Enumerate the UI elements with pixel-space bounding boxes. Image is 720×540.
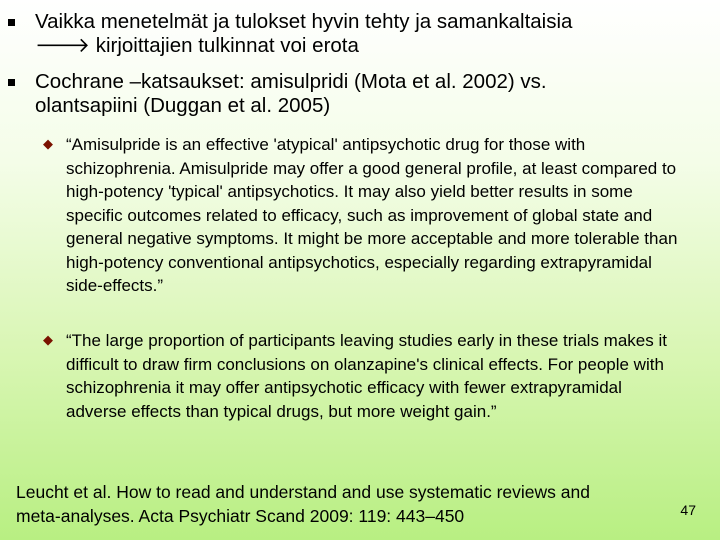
bullet-item bbox=[35, 10, 685, 58]
quote-item-amisulpride bbox=[43, 133, 686, 298]
bullet-text-line-1: Vaikka menetelmät ja tulokset hyvin tehty ja samankaltaisia bbox=[35, 10, 573, 33]
square-bullet-icon bbox=[8, 19, 15, 26]
quote-text: “Amisulpride is an effective 'atypical' antipsychotic drug for those with schizophrenia. Amisulpride may offer a good general profile, at least compared to high-potency 'typical' antipsychotics. It may also yield better results in some specific outcomes related to efficacy, such as improvement of global state and general negative symptoms. It might be more acceptable and more tolerable than high-potency conventional antipsychotics, especially regarding extrapyramidal side-effects.” bbox=[66, 135, 678, 295]
bullet-text-line-2: olantsapiini (Duggan et al. 2005) bbox=[35, 94, 331, 117]
quote-item-olanzapine bbox=[43, 329, 686, 423]
bullet-text-line-1: Cochrane –katsaukset: amisulpridi (Mota et al. 2002) vs. bbox=[35, 70, 547, 93]
quote-text: “The large proportion of participants leaving studies early in these trials makes it difficult to draw firm conclusions on olanzapine's clinical effects. For people with schizophrenia it may offer antipsychotic efficacy with fewer extrapyramidal adverse effects than typical drugs, but more weight gain.” bbox=[66, 331, 667, 421]
diamond-bullet-icon: ◆ bbox=[43, 136, 53, 151]
right-arrow-icon: 🡒 bbox=[35, 34, 90, 57]
square-bullet-icon bbox=[8, 79, 15, 86]
bullet-text-continued: kirjoittajien tulkinnat voi erota bbox=[95, 34, 359, 57]
page-number: 47 bbox=[680, 502, 696, 518]
diamond-bullet-icon: ◆ bbox=[43, 332, 53, 347]
bullet-text-line-2 bbox=[35, 34, 685, 58]
reference-line-1: Leucht et al. How to read and understand and use systematic reviews and bbox=[16, 482, 590, 502]
reference-line-2: meta-analyses. Acta Psychiatr Scand 2009: 119: 443–450 bbox=[16, 506, 465, 526]
bullet-item bbox=[35, 70, 685, 118]
reference-citation bbox=[16, 480, 686, 528]
